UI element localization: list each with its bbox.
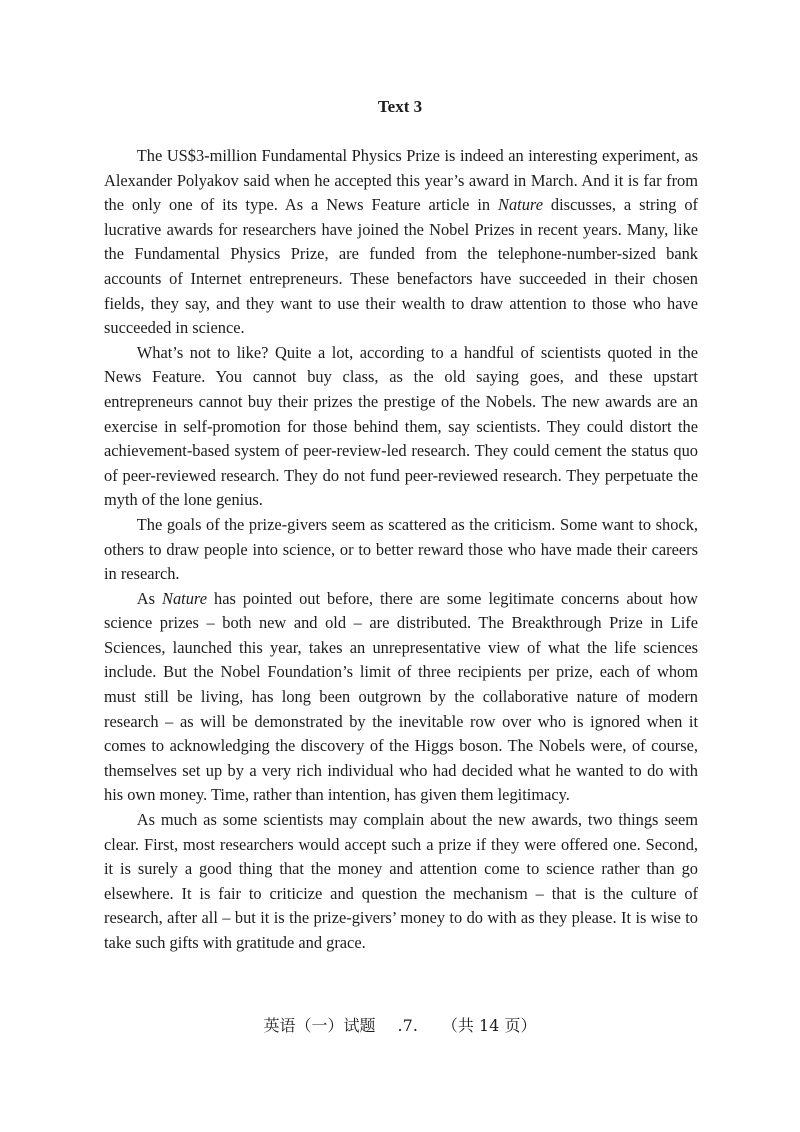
passage-body	[104, 144, 698, 956]
paragraph	[104, 587, 698, 808]
paragraph-text: As much as some scientists may complain about the new awards, two things seem clear. First, most researchers would accept such a prize if they were offered one. Second, it is surely a good thing that the money and attention come to science rather than go elsewhere. It is fair to criticize and question the mechanism – that is the culture of research, after all – but it is the prize-givers’ money to do with as they please. It is wise to take such gifts with gratitude and grace.	[104, 810, 698, 952]
italic-term: Nature	[162, 588, 207, 608]
italic-term: Nature	[498, 195, 543, 215]
footer-total-pages: （共 14 页）	[441, 1016, 537, 1035]
paragraph	[104, 144, 698, 341]
paragraph-text: has pointed out before, there are some legitimate concerns about how science prizes – both new and old – are distributed. The Breakthrough Prize in Life Sciences, launched this year, takes an unrepresentative view of what the life sciences include. But the Nobel Foundation’s limit of three recipients per prize, each of whom must still be living, has long been outgrown by the collaborative nature of modern research – as will be demonstrated by the inevitable row over who is ignored when it comes to acknowledging the discovery of the Higgs boson. The Nobels were, of course, themselves set up by a very rich individual who had decided what he wanted to do with his own money. Time, rather than intention, has given them legitimacy.	[104, 588, 698, 805]
footer-page-number: .7.	[397, 1016, 418, 1035]
page-footer	[0, 1014, 800, 1038]
paragraph-text: The goals of the prize-givers seem as scattered as the criticism. Some want to shock, others to draw people into science, or to better reward those who have made their careers in research.	[104, 514, 698, 584]
section-title: Text 3	[377, 97, 423, 116]
paragraph	[104, 808, 698, 956]
paragraph-text: As	[136, 588, 163, 608]
paragraph	[104, 341, 698, 513]
footer-subject: 英语（一）试题	[263, 1016, 376, 1035]
paragraph-text: The US$3-million Fundamental Physics Prize is indeed an interesting experiment, as Alexander Polyakov said when he accepted this year’s award in March. And it is far from the only one of its type. As a News Feature article in	[104, 146, 698, 215]
paragraph	[104, 513, 698, 587]
paragraph-text: discusses, a string of lucrative awards for researchers have joined the Nobel Prizes in recent years. Many, like the Fundamental Physics Prize, are funded from the telephone-number-sized bank accounts of Internet entrepreneurs. These benefactors have succeeded in their chosen fields, they say, and they want to use their wealth to draw attention to those who have succeeded in science.	[104, 195, 699, 338]
paragraph-text: What’s not to like? Quite a lot, according to a handful of scientists quoted in the News Feature. You cannot buy class, as the old saying goes, and these upstart entrepreneurs cannot buy their prizes the prestige of the Nobels. The new awards are an exercise in self-promotion for those behind them, say scientists. They could distort the achievement-based system of peer-review-led research. They could cement the status quo of peer-reviewed research. They do not fund peer-reviewed research. They perpetuate the myth of the lone genius.	[104, 342, 698, 510]
